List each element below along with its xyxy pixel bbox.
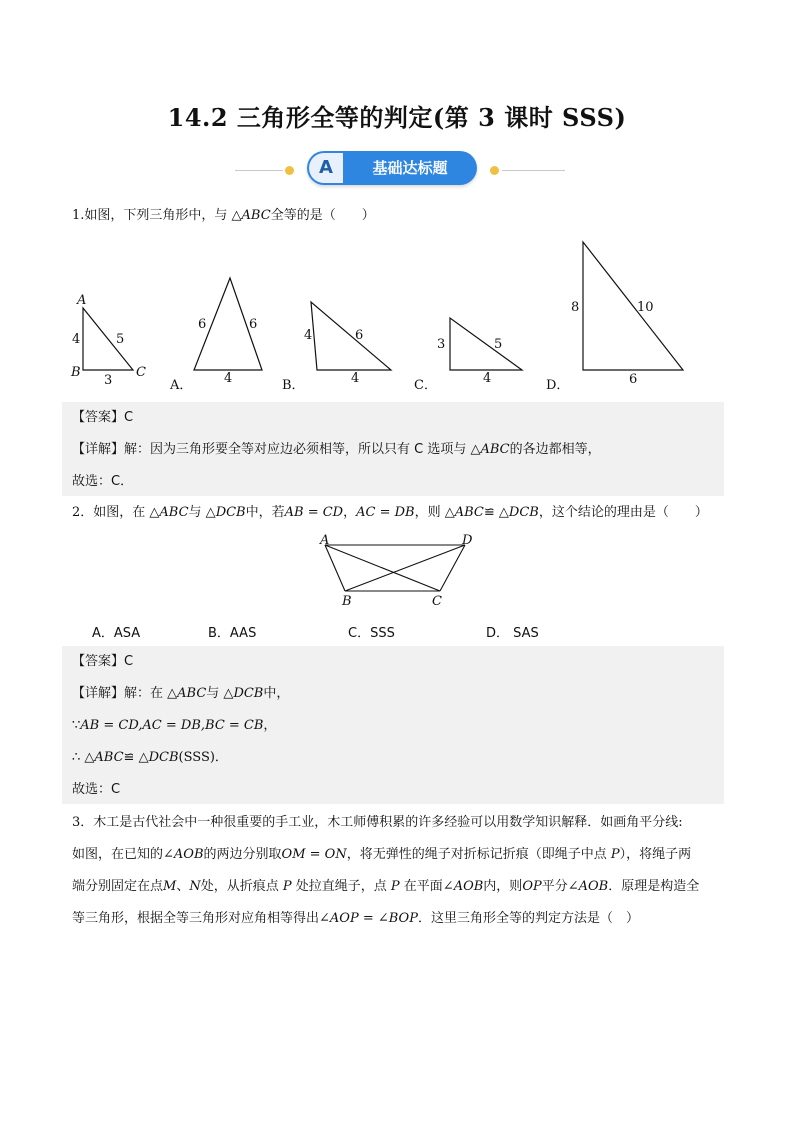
question-3-line-4: 等三角形，根据全等三角形对应角相等得出∠AOP = ∠BOP．这里三角形全等的判定方法是（ ）: [72, 911, 639, 926]
opt-a-left: 6: [198, 317, 207, 332]
option-d: D． SAS: [486, 626, 539, 641]
label-A: A: [320, 533, 330, 548]
option-d-tag: D．: [546, 378, 570, 393]
label-D: D: [462, 533, 473, 548]
opt-b-right: 6: [355, 328, 364, 343]
opt-a-right: 6: [249, 317, 258, 332]
opt-d-left: 8: [571, 300, 580, 315]
segment-DB: [345, 545, 465, 591]
triangle-option-d: [583, 242, 683, 370]
triangle-option-c: [450, 318, 522, 370]
opt-b-left: 4: [304, 328, 313, 343]
banner-line-left: [235, 170, 283, 171]
section-label: 基础达标题: [372, 159, 448, 177]
option-a: A．ASA: [92, 626, 141, 641]
opt-d-right: 10: [637, 300, 654, 315]
label-B: B: [71, 365, 81, 380]
question-2-stem: 2．如图，在 △ABC与 △DCB中，若AB = CD，AC = DB，则 △ABC≌ △DCB，这个结论的理由是（ ）: [72, 505, 708, 520]
option-a-tag: A．: [170, 378, 193, 393]
section-banner: [235, 150, 565, 190]
banner-dot-left: [285, 166, 294, 175]
label-C: C: [136, 365, 146, 380]
banner-line-right: [502, 170, 565, 171]
opt-a-bottom: 4: [224, 371, 233, 386]
question-2-because: ∵AB = CD,AC = DB,BC = CB，: [72, 718, 277, 733]
label-A: A: [77, 293, 87, 308]
question-3-line-1: 3．木工是古代社会中一种很重要的手工业，木工师傅积累的许多经验可以用数学知识解释．如画角平分线:: [72, 815, 683, 830]
reference-triangle: [83, 308, 133, 370]
opt-b-bottom: 4: [351, 371, 360, 386]
question-2-figure: [0, 530, 794, 610]
segment-DC: [440, 545, 465, 591]
question-1-answer: 【答案】C: [72, 410, 134, 425]
ref-side-hyp: 5: [116, 332, 125, 347]
opt-d-bottom: 6: [629, 372, 638, 387]
ref-side-left: 4: [72, 332, 81, 347]
opt-c-left: 3: [437, 337, 446, 352]
option-c: C．SSS: [348, 626, 395, 641]
question-1-stem: 1.如图，下列三角形中，与 △ABC全等的是（ ）: [72, 208, 375, 223]
question-2-conclusion: 故选：C: [72, 782, 121, 797]
opt-c-right: 5: [494, 337, 503, 352]
label-B: B: [342, 594, 352, 609]
ref-side-bottom: 3: [104, 373, 113, 388]
question-3-line-3: 端分别固定在点M、N处，从折痕点 P 处拉直绳子，点 P 在平面∠AOB内，则OP平分∠AOB．原理是构造全: [72, 879, 700, 894]
question-1-detail: 【详解】解：因为三角形要全等对应边必须相等，所以只有 C 选项与 △ABC的各边都相等，: [72, 442, 601, 457]
option-b: B．AAS: [208, 626, 257, 641]
question-1-figure: [0, 230, 794, 400]
question-2-answer: 【答案】C: [72, 654, 134, 669]
option-c-tag: C．: [414, 378, 437, 393]
label-C: C: [432, 594, 442, 609]
question-2-therefore: ∴ △ABC≌ △DCB(SSS)．: [72, 750, 228, 765]
page-title: 14.2 三角形全等的判定(第 3 课时 SSS): [167, 103, 627, 132]
question-2-detail: 【详解】解：在 △ABC与 △DCB中，: [72, 686, 290, 701]
section-letter: A: [309, 153, 343, 183]
triangle-option-b: [311, 302, 391, 370]
option-b-tag: B．: [282, 378, 305, 393]
opt-c-bottom: 4: [483, 371, 492, 386]
banner-dot-right: [490, 166, 499, 175]
question-1-conclusion: 故选：C．: [72, 474, 134, 489]
question-3-line-2: 如图，在已知的∠AOB的两边分别取OM = ON，将无弹性的绳子对折标记折痕（即绳子中点 P），将绳子两: [72, 847, 692, 862]
